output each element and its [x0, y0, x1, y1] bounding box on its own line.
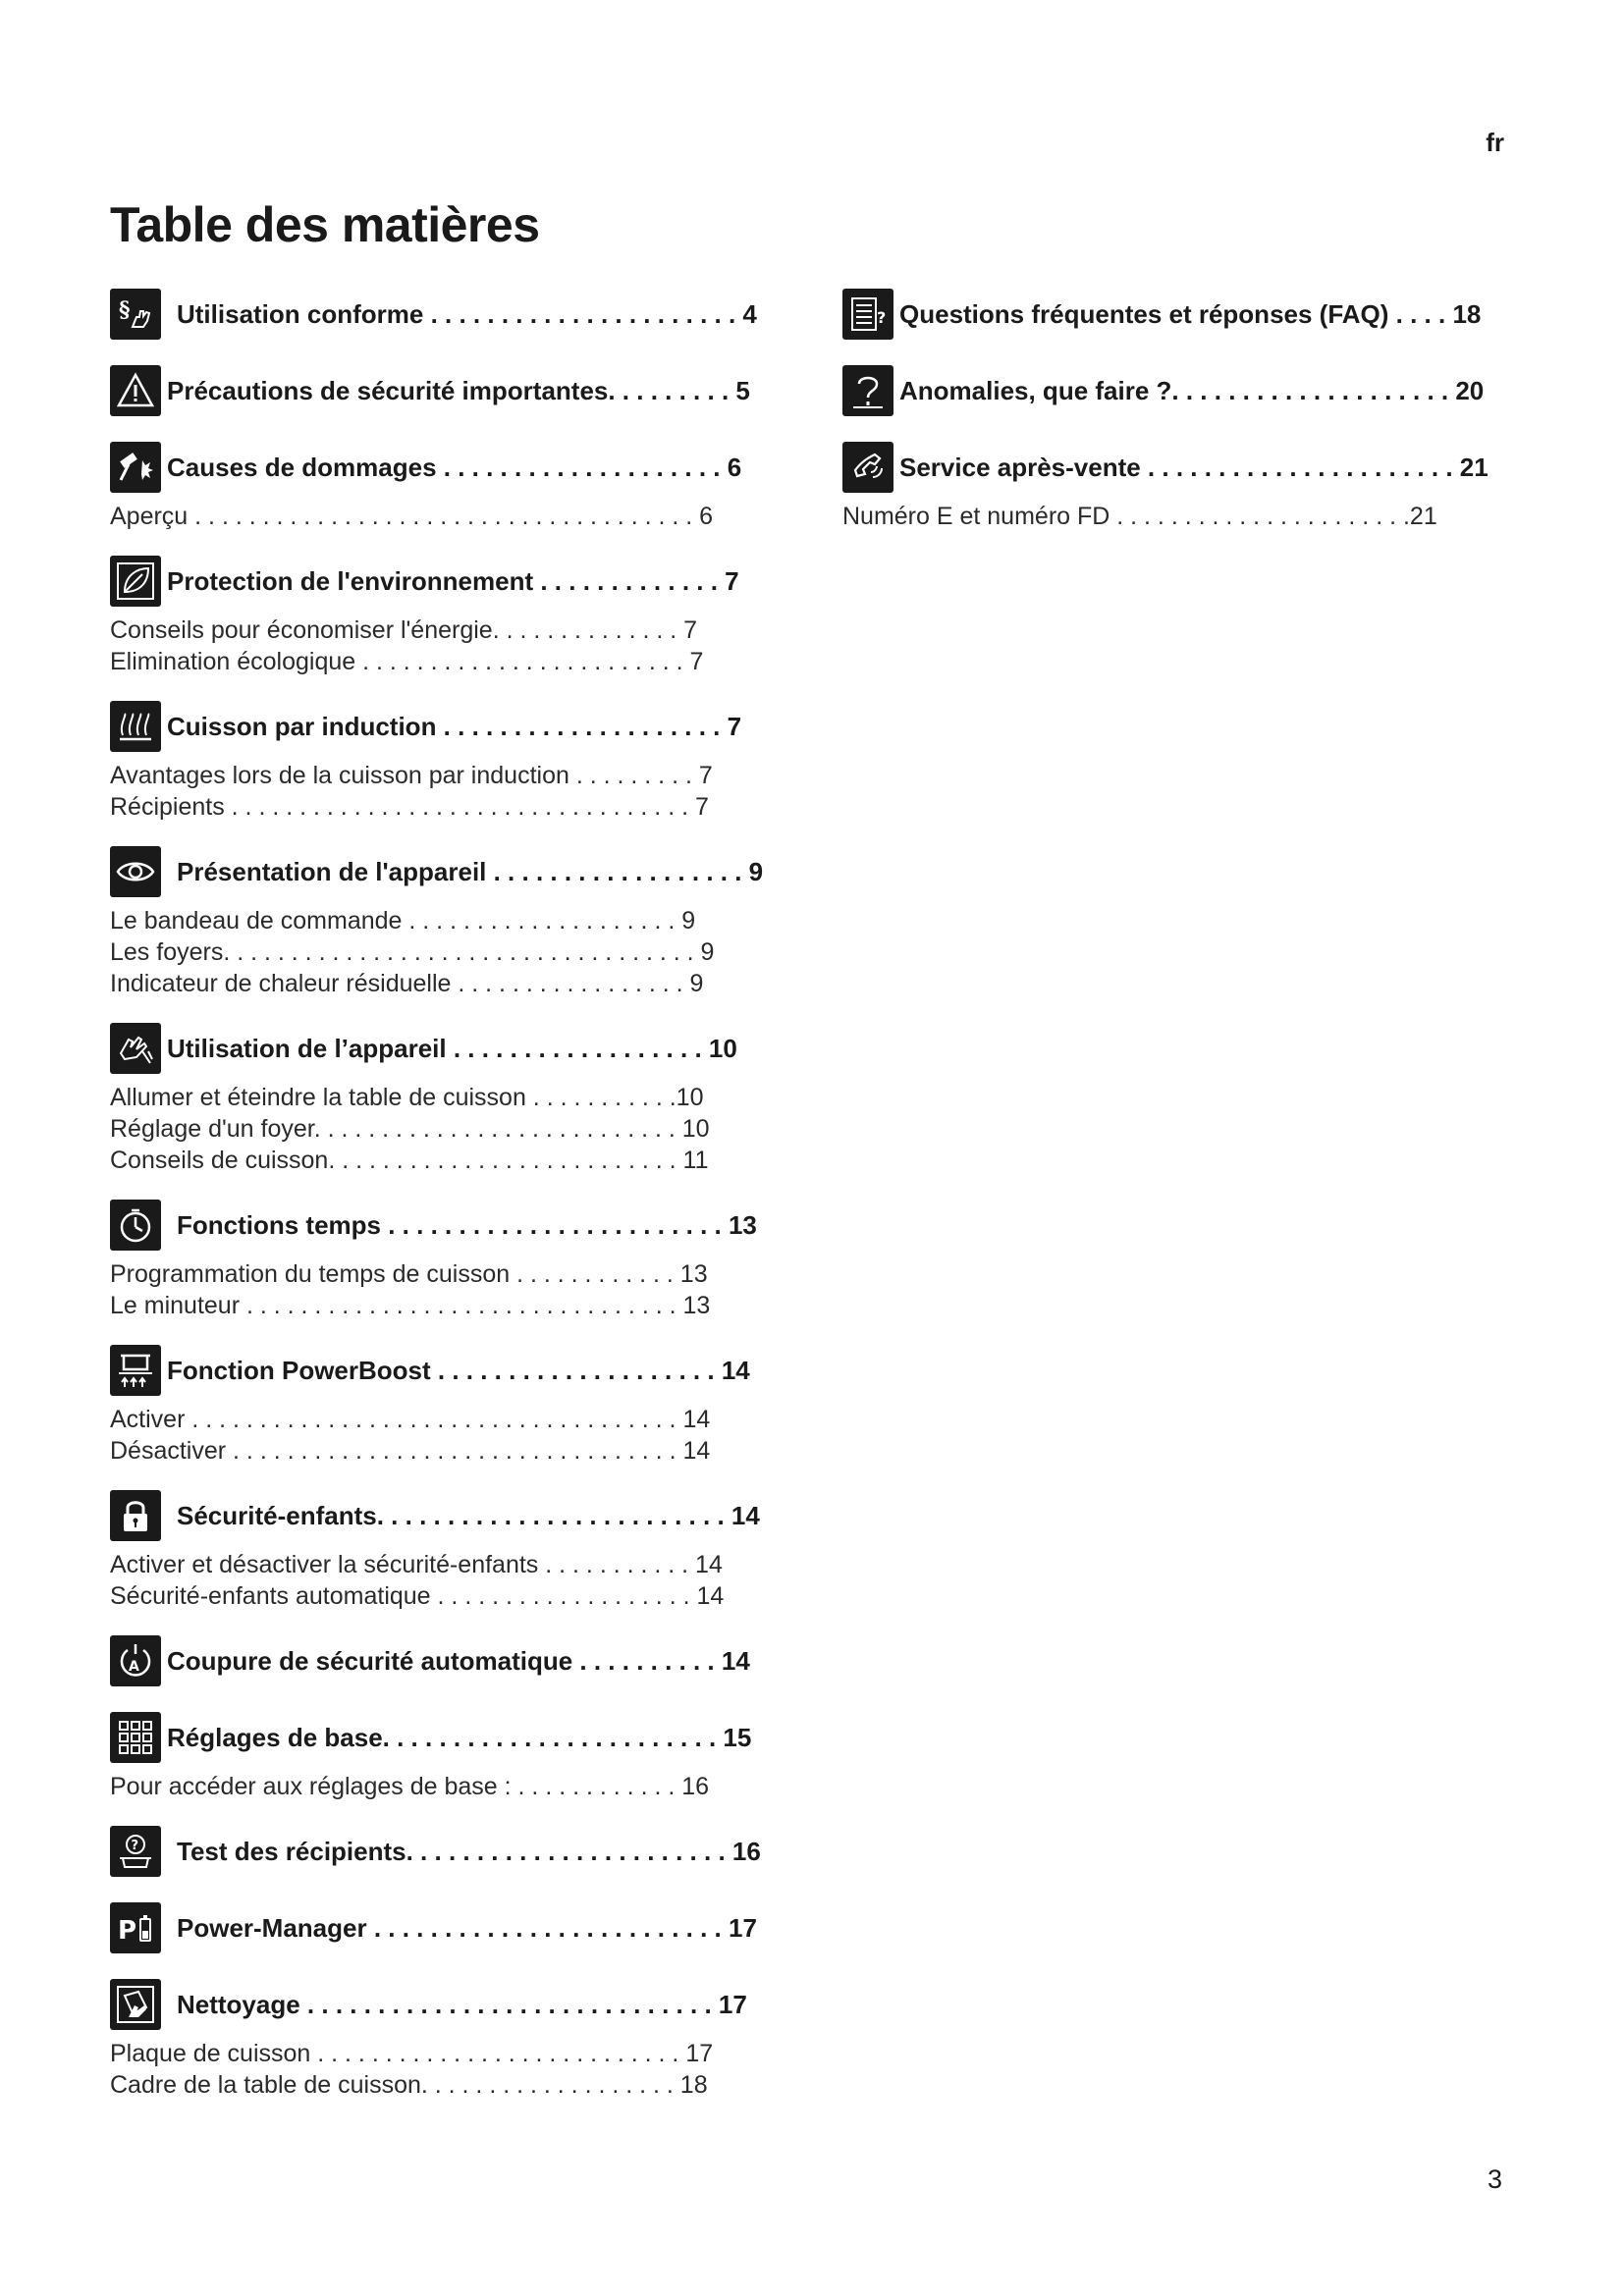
toc-subentry[interactable]: Les foyers. . . . . . . . . . . . . . . . . . . . . . . . . . . . . . . . . . . 9	[110, 938, 715, 966]
toc-heading[interactable]	[110, 1977, 778, 2032]
toc-heading[interactable]	[110, 1824, 778, 1879]
svg-text:P: P	[118, 1916, 137, 1946]
toc-heading[interactable]	[110, 844, 778, 899]
toc-section	[110, 1343, 778, 1467]
faq-document-icon	[842, 289, 893, 340]
toc-section	[110, 363, 778, 418]
toc-heading-label: Anomalies, que faire ?. . . . . . . . . . . . . . . . . . . . 20	[899, 375, 1485, 405]
toc-subentry[interactable]: Allumer et éteindre la table de cuisson . . . . . . . . . . .10	[110, 1084, 704, 1111]
toc-subentry[interactable]: Désactiver . . . . . . . . . . . . . . . . . . . . . . . . . . . . . . . . . 14	[110, 1437, 711, 1465]
toc-section	[110, 844, 778, 999]
toc-subentry[interactable]: Le minuteur . . . . . . . . . . . . . . . . . . . . . . . . . . . . . . . . 13	[110, 1292, 711, 1319]
toc-subentry[interactable]: Avantages lors de la cuisson par induction . . . . . . . . . 7	[110, 762, 713, 789]
toc-heading-label: Protection de l'environnement . . . . . . . . . . . . . 7	[167, 565, 739, 596]
toc-subentry[interactable]: Pour accéder aux réglages de base : . . . . . . . . . . . . 16	[110, 1773, 710, 1800]
toc-subentry[interactable]: Cadre de la table de cuisson. . . . . . . . . . . . . . . . . . . 18	[110, 2071, 708, 2099]
toc-section	[842, 363, 1512, 418]
toc-section	[110, 287, 778, 342]
toc-subentry[interactable]: Récipients . . . . . . . . . . . . . . . . . . . . . . . . . . . . . . . . . . 7	[110, 793, 709, 821]
toc-heading[interactable]	[110, 363, 778, 418]
toc-section	[842, 287, 1512, 342]
cleaning-cloth-icon	[110, 1979, 161, 2030]
toc-subentry[interactable]: Conseils pour économiser l'énergie. . . . . . . . . . . . . . 7	[110, 616, 698, 644]
hammer-damage-icon	[110, 442, 161, 493]
toc-subentry[interactable]: Aperçu . . . . . . . . . . . . . . . . . . . . . . . . . . . . . . . . . . . . . 6	[110, 503, 714, 530]
child-lock-icon	[110, 1490, 161, 1541]
toc-heading-label: Nettoyage . . . . . . . . . . . . . . . . . . . . . . . . . . . . . 17	[177, 1989, 747, 2019]
toc-section	[110, 554, 778, 677]
toc-heading-label: Cuisson par induction . . . . . . . . . . . . . . . . . . . . 7	[167, 711, 742, 741]
toc-section	[110, 1710, 778, 1802]
toc-heading[interactable]	[110, 440, 778, 495]
toc-subentry[interactable]: Sécurité-enfants automatique . . . . . . . . . . . . . . . . . . . 14	[110, 1582, 725, 1610]
toc-heading[interactable]	[110, 1633, 778, 1688]
toc-heading-label: Fonctions temps . . . . . . . . . . . . . . . . . . . . . . . . 13	[177, 1209, 757, 1240]
toc-section	[110, 1488, 778, 1612]
cookware-test-icon	[110, 1826, 161, 1877]
toc-section	[110, 1977, 778, 2101]
toc-heading-label: Sécurité-enfants. . . . . . . . . . . . . . . . . . . . . . . . . 14	[177, 1500, 760, 1530]
toc-subentry[interactable]: Numéro E et numéro FD . . . . . . . . . . . . . . . . . . . . . .21	[842, 503, 1437, 530]
toc-right-column	[842, 287, 1512, 554]
toc-heading-label: Questions fréquentes et réponses (FAQ) . . . . 18	[899, 298, 1482, 329]
toc-subentry[interactable]: Plaque de cuisson . . . . . . . . . . . . . . . . . . . . . . . . . . . 17	[110, 2040, 714, 2067]
toc-heading[interactable]	[842, 287, 1512, 342]
language-code: fr	[1486, 128, 1504, 157]
toc-heading[interactable]	[110, 554, 778, 609]
powerboost-pot-icon	[110, 1345, 161, 1396]
toc-heading[interactable]	[110, 699, 778, 754]
toc-subentry[interactable]: Réglage d'un foyer. . . . . . . . . . . . . . . . . . . . . . . . . . . 10	[110, 1115, 710, 1143]
toc-section	[110, 1198, 778, 1321]
toc-subentry[interactable]: Programmation du temps de cuisson . . . . . . . . . . . . 13	[110, 1260, 708, 1288]
page-number: 3	[1487, 2164, 1502, 2194]
eye-icon	[110, 846, 161, 897]
page-title: Table des matières	[110, 197, 540, 252]
toc-heading[interactable]	[110, 287, 778, 342]
toc-section	[110, 1824, 778, 1879]
keypad-grid-icon	[110, 1712, 161, 1763]
leaf-environment-icon	[110, 556, 161, 607]
toc-section	[110, 1021, 778, 1176]
toc-subentry[interactable]: Activer . . . . . . . . . . . . . . . . . . . . . . . . . . . . . . . . . . . . 14	[110, 1406, 711, 1433]
toc-subentry[interactable]: Activer et désactiver la sécurité-enfants . . . . . . . . . . . 14	[110, 1551, 723, 1578]
toc-heading-label: Test des récipients. . . . . . . . . . . . . . . . . . . . . . . 16	[177, 1836, 761, 1866]
toc-heading-label: Coupure de sécurité automatique . . . . . . . . . . 14	[167, 1645, 750, 1676]
timer-icon	[110, 1200, 161, 1251]
section-hand-icon	[110, 289, 161, 340]
toc-heading[interactable]	[842, 440, 1512, 495]
toc-heading[interactable]	[110, 1900, 778, 1955]
toc-subentry[interactable]: Elimination écologique . . . . . . . . . . . . . . . . . . . . . . . . 7	[110, 648, 704, 675]
toc-subentry[interactable]: Indicateur de chaleur résiduelle . . . . . . . . . . . . . . . . . 9	[110, 970, 704, 997]
toc-heading-label: Utilisation conforme . . . . . . . . . . . . . . . . . . . . . . 4	[177, 298, 757, 329]
svg-text:§: §	[119, 297, 131, 323]
toc-heading-label: Causes de dommages . . . . . . . . . . . . . . . . . . . . 6	[167, 452, 742, 482]
toc-section	[110, 699, 778, 823]
toc-subentry[interactable]: Le bandeau de commande . . . . . . . . . . . . . . . . . . . . 9	[110, 907, 696, 934]
toc-heading-label: Précautions de sécurité importantes. . . . . . . . . 5	[167, 375, 750, 405]
question-mark-icon	[842, 365, 893, 416]
svg-text:?: ?	[877, 308, 887, 327]
svg-text:?: ?	[131, 1839, 139, 1853]
toc-section	[110, 1900, 778, 1955]
phone-service-icon	[842, 442, 893, 493]
toc-section	[842, 440, 1512, 532]
toc-heading[interactable]	[110, 1343, 778, 1398]
svg-text:A: A	[129, 1659, 139, 1675]
toc-left-column	[110, 287, 778, 2122]
toc-heading[interactable]	[110, 1488, 778, 1543]
toc-heading-label: Power-Manager . . . . . . . . . . . . . . . . . . . . . . . . . 17	[177, 1912, 757, 1943]
toc-heading[interactable]	[110, 1021, 778, 1076]
warning-triangle-icon	[110, 365, 161, 416]
toc-heading-label: Fonction PowerBoost . . . . . . . . . . . . . . . . . . . . 14	[167, 1355, 750, 1385]
toc-heading-label: Service après-vente . . . . . . . . . . . . . . . . . . . . . . 21	[899, 452, 1489, 482]
toc-subentry[interactable]: Conseils de cuisson. . . . . . . . . . . . . . . . . . . . . . . . . . 11	[110, 1147, 709, 1174]
toc-section	[110, 1633, 778, 1688]
induction-coil-icon	[110, 701, 161, 752]
auto-power-off-icon	[110, 1635, 161, 1686]
toc-heading[interactable]	[842, 363, 1512, 418]
toc-section	[110, 440, 778, 532]
power-manager-icon	[110, 1902, 161, 1953]
toc-heading-label: Présentation de l'appareil . . . . . . . . . . . . . . . . . . 9	[177, 856, 764, 886]
toc-heading[interactable]	[110, 1198, 778, 1253]
toc-heading-label: Réglages de base. . . . . . . . . . . . . . . . . . . . . . . . 15	[167, 1722, 752, 1752]
toc-heading-label: Utilisation de l’appareil . . . . . . . . . . . . . . . . . . 10	[167, 1033, 737, 1063]
toc-heading[interactable]	[110, 1710, 778, 1765]
hand-control-icon	[110, 1023, 161, 1074]
